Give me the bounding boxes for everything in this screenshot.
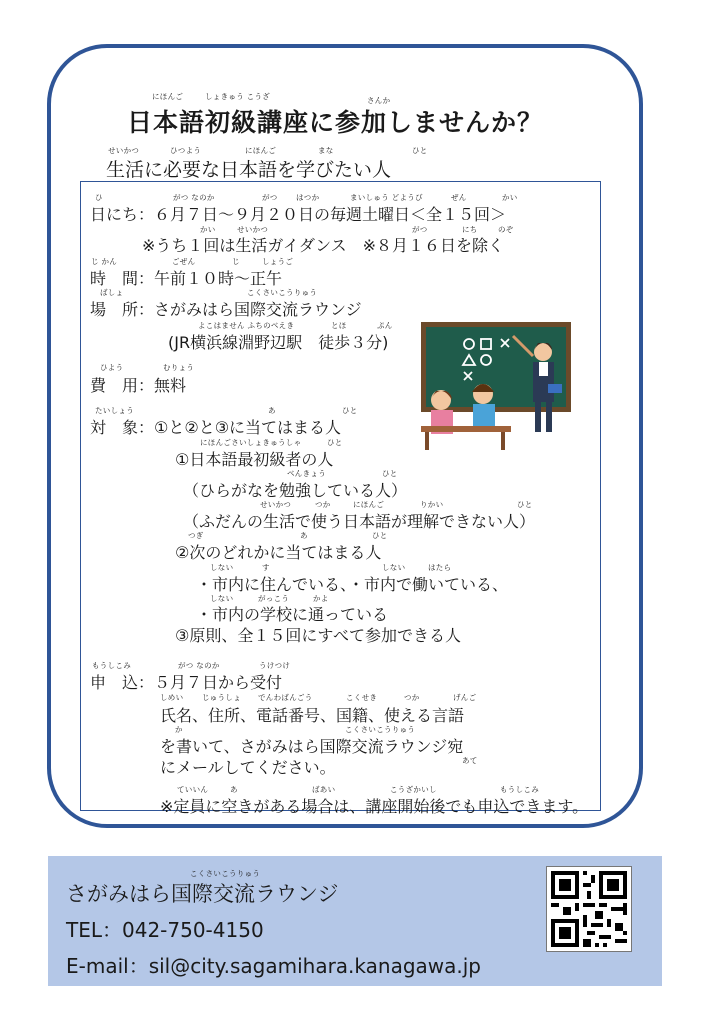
apply-line1-ruby-5: つか bbox=[404, 693, 420, 702]
date-note-ruby-1: かい bbox=[200, 225, 216, 234]
target-ruby-2: あ bbox=[268, 406, 276, 415]
fee-line: 費 用：無料 bbox=[90, 376, 187, 395]
date-line: 日にち：６月７日～９月２０日の毎週土曜日＜全１５回＞ bbox=[90, 205, 507, 224]
apply-line1-ruby-3: でんわばんごう bbox=[258, 693, 313, 702]
footer-email[interactable]: E-mail：sil@city.sagamihara.kanagawa.jp bbox=[66, 954, 481, 978]
target-item3-ruby-3: にほんご bbox=[353, 500, 385, 509]
target-line: 対 象：①と②と③に当てはまる人 bbox=[90, 418, 342, 437]
target-item-5: ・市内に住んでいる、・市内で働いている、 bbox=[196, 575, 509, 594]
access-ruby-2: とほ bbox=[331, 321, 347, 330]
title-ruby-1: にほんご bbox=[152, 92, 184, 101]
subtitle-ruby-2: ひつよう bbox=[170, 146, 202, 155]
target-item3-ruby-4: りかい bbox=[420, 500, 444, 509]
qr-code[interactable] bbox=[546, 866, 632, 952]
target-item-3: （ふだんの生活で使う日本語が理解できない人） bbox=[183, 512, 536, 531]
target-item4-ruby-3: ひと bbox=[372, 531, 388, 540]
date-ruby-2: がつ なのか bbox=[173, 193, 215, 202]
date-ruby-7: かい bbox=[502, 193, 518, 202]
apply-detail-1: 氏名、住所、電話番号、国籍、使える言語 bbox=[160, 706, 465, 725]
date-ruby-5: まいしゅう どようび bbox=[350, 193, 423, 202]
time-ruby-4: しょうご bbox=[262, 257, 294, 266]
teacher-book bbox=[548, 384, 562, 393]
desk-2 bbox=[465, 426, 511, 432]
apply-ruby-2: がつ なのか bbox=[178, 661, 220, 670]
footer-tel[interactable]: TEL：042-750-4150 bbox=[66, 918, 264, 942]
date-note-ruby-2: せいかつ bbox=[237, 225, 269, 234]
apply-line2-ruby-1: か bbox=[175, 725, 183, 734]
place-line: 場 所：さがみはら国際交流ラウンジ bbox=[90, 300, 362, 319]
target-item-4: ②次のどれかに当てはまる人 bbox=[175, 543, 382, 562]
apply-ruby-3: うけつけ bbox=[259, 661, 291, 670]
access-ruby-1: よこはません ふちのべえき bbox=[198, 321, 295, 330]
classroom-illustration bbox=[421, 322, 597, 452]
target-item3-ruby-1: せいかつ bbox=[260, 500, 292, 509]
target-item2-ruby-1: べんきょう bbox=[287, 469, 326, 478]
apply-line1-ruby-4: こくせき bbox=[346, 693, 378, 702]
apply-note-ruby-2: あ bbox=[230, 785, 238, 794]
date-ruby-1: ひ bbox=[95, 193, 103, 202]
footer-org-ruby: こくさいこうりゅう bbox=[190, 869, 261, 878]
apply-line1-ruby-2: じゅうしょ bbox=[202, 693, 241, 702]
target-item-2: （ひらがなを勉強している人） bbox=[183, 481, 408, 500]
apply-detail-3: にメールしてください。 bbox=[160, 758, 336, 777]
apply-line1-ruby-1: しめい bbox=[160, 693, 184, 702]
apply-ruby-1: もうしこみ bbox=[92, 661, 131, 670]
target-item6-ruby-3: かよ bbox=[313, 594, 329, 603]
target-item3-ruby-2: つか bbox=[315, 500, 331, 509]
time-ruby-2: ごぜん bbox=[172, 257, 196, 266]
apply-note-ruby-1: ていいん bbox=[177, 785, 209, 794]
apply-note-ruby-4: こうざかいし bbox=[390, 785, 437, 794]
target-ruby-3: ひと bbox=[342, 406, 358, 415]
target-item1-ruby-2: ひと bbox=[327, 438, 343, 447]
target-item-6: ・市内の学校に通っている bbox=[196, 605, 389, 624]
date-note: ※うち１回は生活ガイダンス ※８月１６日を除く bbox=[142, 236, 505, 255]
access-line: (JR横浜線淵野辺駅 徒歩３分) bbox=[168, 333, 389, 352]
fee-ruby-2: むりょう bbox=[163, 363, 195, 372]
target-item3-ruby-5: ひと bbox=[517, 500, 533, 509]
target-item-7: ③原則、全１５回にすべて参加できる人 bbox=[175, 626, 462, 645]
place-ruby-1: ばしょ bbox=[100, 288, 124, 297]
target-item6-ruby-2: がっこう bbox=[258, 594, 290, 603]
target-ruby-1: たいしょう bbox=[95, 406, 134, 415]
target-item2-ruby-2: ひと bbox=[382, 469, 398, 478]
subtitle-ruby-4: まな bbox=[318, 146, 334, 155]
target-item5-ruby-3: しない bbox=[382, 563, 406, 572]
apply-note-ruby-3: ばあい bbox=[312, 785, 336, 794]
page-title: 日本語初級講座に参加しませんか？ bbox=[127, 108, 544, 137]
date-ruby-3: がつ bbox=[262, 193, 278, 202]
desk-1 bbox=[421, 426, 465, 432]
target-item6-ruby-1: しない bbox=[210, 594, 234, 603]
desk-leg-2 bbox=[501, 432, 505, 450]
access-ruby-3: ぷん bbox=[377, 321, 393, 330]
time-ruby-1: じ かん bbox=[91, 257, 118, 266]
target-item5-ruby-2: す bbox=[262, 563, 270, 572]
apply-note: ※定員に空きがある場合は、講座開始後でも申込できます。 bbox=[160, 797, 589, 816]
date-ruby-6: ぜん bbox=[451, 193, 467, 202]
apply-line3-ruby-1: あて bbox=[462, 756, 478, 765]
teacher-shirt bbox=[539, 362, 548, 376]
date-note-ruby-3: がつ bbox=[412, 225, 428, 234]
target-item4-ruby-2: あ bbox=[300, 531, 308, 540]
title-ruby-2: しょきゅう こうざ bbox=[205, 92, 271, 101]
target-item-1: ①日本語最初級者の人 bbox=[175, 450, 334, 469]
subtitle: 生活に必要な日本語を学びたい人 bbox=[106, 159, 392, 181]
teacher-leg-right bbox=[546, 402, 552, 432]
date-ruby-4: はつか bbox=[296, 193, 320, 202]
target-item5-ruby-1: しない bbox=[210, 563, 234, 572]
footer-org-name: さがみはら国際交流ラウンジ bbox=[66, 882, 339, 906]
date-note-ruby-5: のぞ bbox=[498, 225, 514, 234]
time-ruby-3: じ bbox=[232, 257, 240, 266]
subtitle-ruby-5: ひと bbox=[412, 146, 428, 155]
teacher-leg-left bbox=[535, 402, 541, 432]
subtitle-ruby-1: せいかつ bbox=[108, 146, 140, 155]
time-line: 時 間：午前１０時～正午 bbox=[90, 269, 283, 288]
subtitle-ruby-3: にほんご bbox=[245, 146, 277, 155]
place-ruby-2: こくさいこうりゅう bbox=[247, 288, 318, 297]
desk-leg-1 bbox=[425, 432, 429, 450]
apply-note-ruby-5: もうしこみ bbox=[500, 785, 539, 794]
apply-detail-2: を書いて、さがみはら国際交流ラウンジ宛 bbox=[160, 737, 464, 756]
target-item1-ruby-1: にほんごさいしょきゅうしゃ bbox=[200, 438, 302, 447]
date-note-ruby-4: にち bbox=[462, 225, 478, 234]
fee-ruby-1: ひよう bbox=[100, 363, 124, 372]
target-item4-ruby-1: つぎ bbox=[188, 531, 204, 540]
title-ruby-3: さんか bbox=[367, 96, 391, 105]
apply-line2-ruby-2: こくさいこうりゅう bbox=[345, 725, 416, 734]
target-item5-ruby-4: はたら bbox=[428, 563, 452, 572]
apply-line: 申 込：５月７日から受付 bbox=[90, 673, 283, 692]
apply-line1-ruby-6: げんご bbox=[453, 693, 477, 702]
